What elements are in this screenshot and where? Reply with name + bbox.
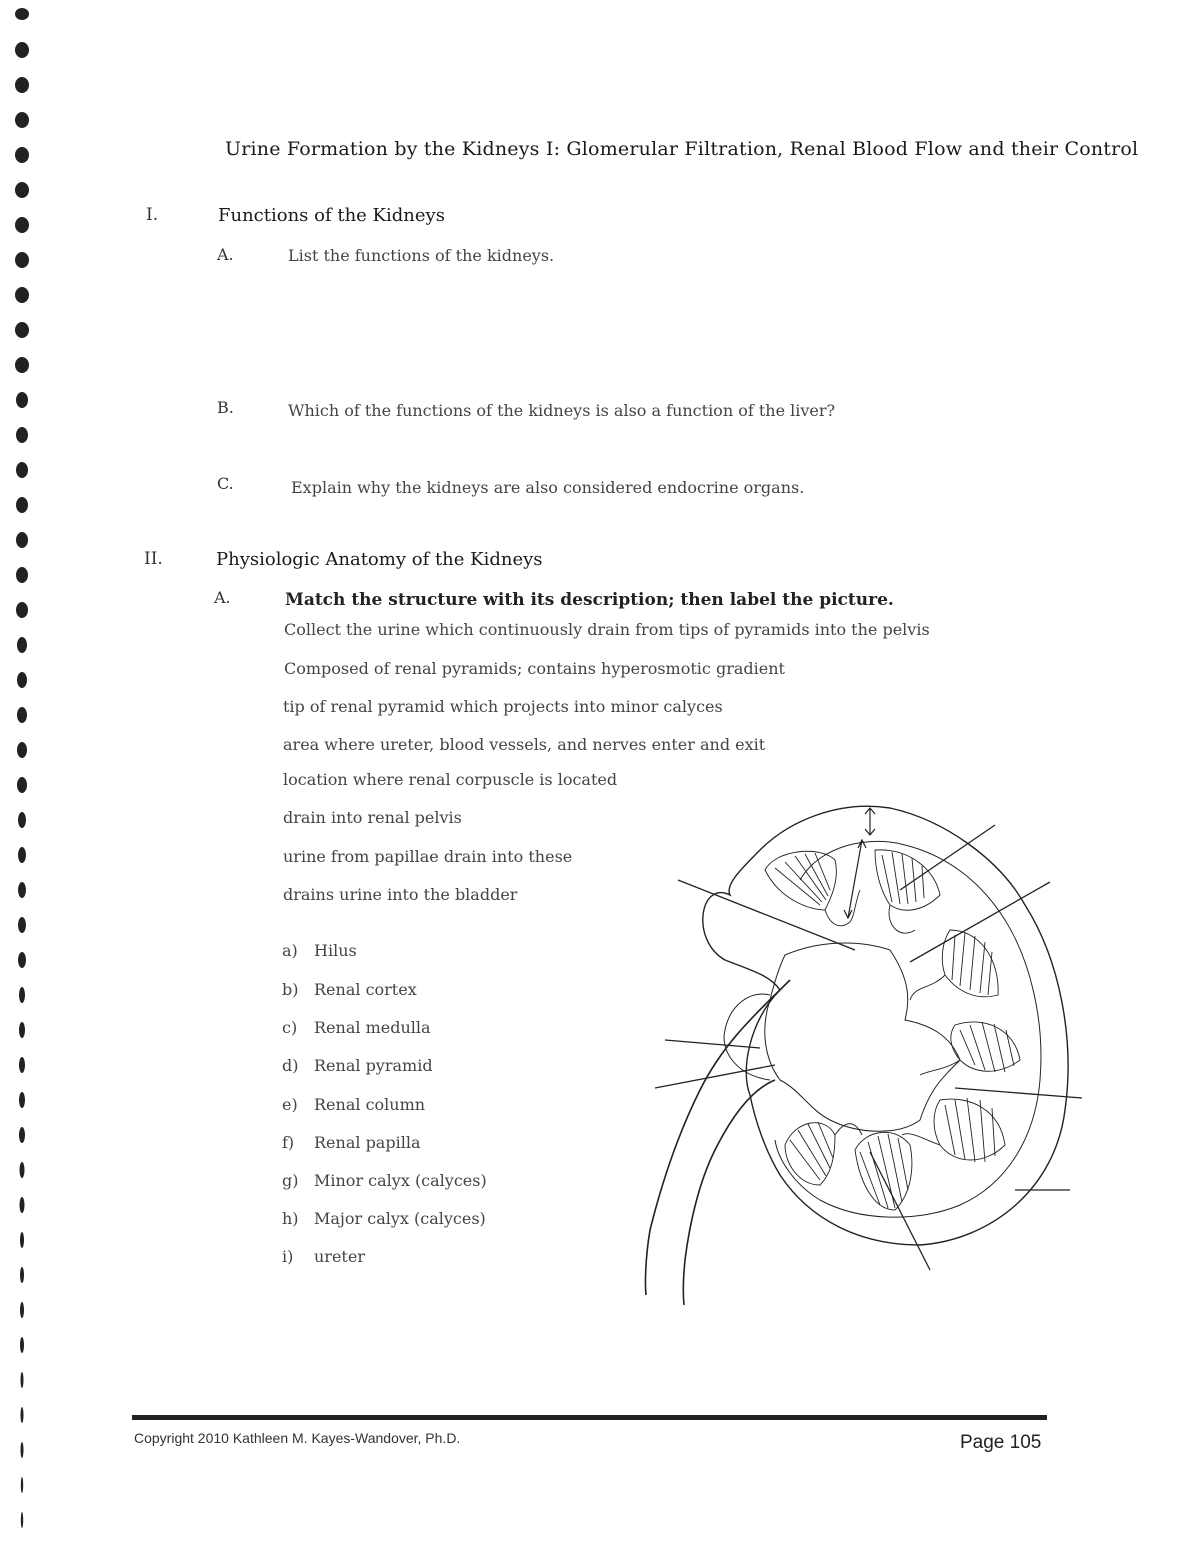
term-label: ureter (314, 1247, 365, 1266)
term-item (282, 1095, 425, 1114)
question-1a-text: List the functions of the kidneys. (288, 246, 555, 265)
term-letter: d) (282, 1056, 299, 1075)
term-item (282, 941, 357, 960)
section-1-number: I. (146, 205, 159, 225)
description-item: drain into renal pelvis (283, 808, 462, 827)
question-2a-text: Match the structure with its description; then label the picture. (285, 590, 894, 610)
label-line (910, 882, 1050, 962)
term-label: Major calyx (calyces) (314, 1209, 486, 1228)
copyright-text: Copyright 2010 Kathleen M. Kayes-Wandover, Ph.D. (134, 1430, 461, 1446)
section-1-title: Functions of the Kidneys (218, 205, 445, 226)
question-1b-text: Which of the functions of the kidneys is also a function of the liver? (288, 401, 836, 420)
term-letter: e) (282, 1095, 298, 1114)
minor-calyx (910, 975, 945, 1000)
question-1c-text: Explain why the kidneys are also considered endocrine organs. (291, 478, 805, 497)
description-item: Composed of renal pyramids; contains hyperosmotic gradient (284, 659, 785, 678)
description-item: drains urine into the bladder (283, 885, 518, 904)
page-number: Page 105 (960, 1432, 1042, 1453)
question-1a-letter: A. (217, 245, 234, 264)
term-label: Minor calyx (calyces) (314, 1171, 487, 1190)
label-line (955, 1088, 1082, 1098)
kidney-inner-outline (775, 841, 1041, 1217)
term-item (282, 980, 417, 999)
minor-calyx (825, 890, 860, 926)
section-2-title: Physiologic Anatomy of the Kidneys (216, 549, 543, 570)
minor-calyx (902, 1134, 940, 1145)
label-line (655, 1065, 775, 1088)
term-label: Hilus (314, 941, 357, 960)
renal-pyramid (765, 851, 836, 910)
minor-calyx (889, 905, 915, 933)
term-item (282, 1018, 431, 1037)
label-line (900, 825, 995, 890)
question-1b-letter: B. (217, 398, 234, 417)
term-label: Renal cortex (314, 980, 417, 999)
renal-pyramid (855, 1132, 912, 1210)
term-label: Renal column (314, 1095, 426, 1114)
question-2a-letter: A. (214, 588, 231, 607)
label-line (678, 880, 855, 950)
term-item (282, 1133, 420, 1152)
term-item (282, 1209, 486, 1228)
page-title: Urine Formation by the Kidneys I: Glomerular Filtration, Renal Blood Flow and their Control (225, 138, 1139, 160)
label-line (870, 1152, 930, 1270)
footer-rule (132, 1415, 1047, 1420)
description-item: urine from papillae drain into these (283, 847, 573, 866)
term-letter: b) (282, 980, 299, 999)
section-2-number: II. (144, 549, 163, 569)
description-item: area where ureter, blood vessels, and nerves enter and exit (283, 735, 766, 754)
description-item: tip of renal pyramid which projects into minor calyces (283, 697, 723, 716)
term-label: Renal pyramid (314, 1056, 433, 1075)
description-item: Collect the urine which continuously drain from tips of pyramids into the pelvis (284, 620, 930, 639)
minor-calyx (920, 1060, 960, 1075)
ureter-outline (645, 980, 790, 1295)
label-line (665, 1040, 760, 1048)
term-letter: g) (282, 1171, 299, 1190)
kidney-cross-section-diagram (630, 790, 1090, 1310)
term-letter: f) (282, 1133, 295, 1152)
term-label: Renal medulla (314, 1018, 431, 1037)
term-item (282, 1056, 433, 1075)
term-item (282, 1171, 487, 1190)
binding-holes-decoration (12, 0, 34, 1553)
description-item: location where renal corpuscle is located (283, 770, 618, 789)
term-letter: h) (282, 1209, 299, 1228)
term-letter: c) (282, 1018, 298, 1037)
term-item (282, 1247, 365, 1266)
question-1c-letter: C. (217, 474, 234, 493)
term-letter: a) (282, 941, 298, 960)
term-letter: i) (282, 1247, 294, 1266)
arrow-cortex (865, 808, 875, 835)
renal-pelvis-outline (765, 943, 960, 1131)
term-label: Renal papilla (314, 1133, 421, 1152)
